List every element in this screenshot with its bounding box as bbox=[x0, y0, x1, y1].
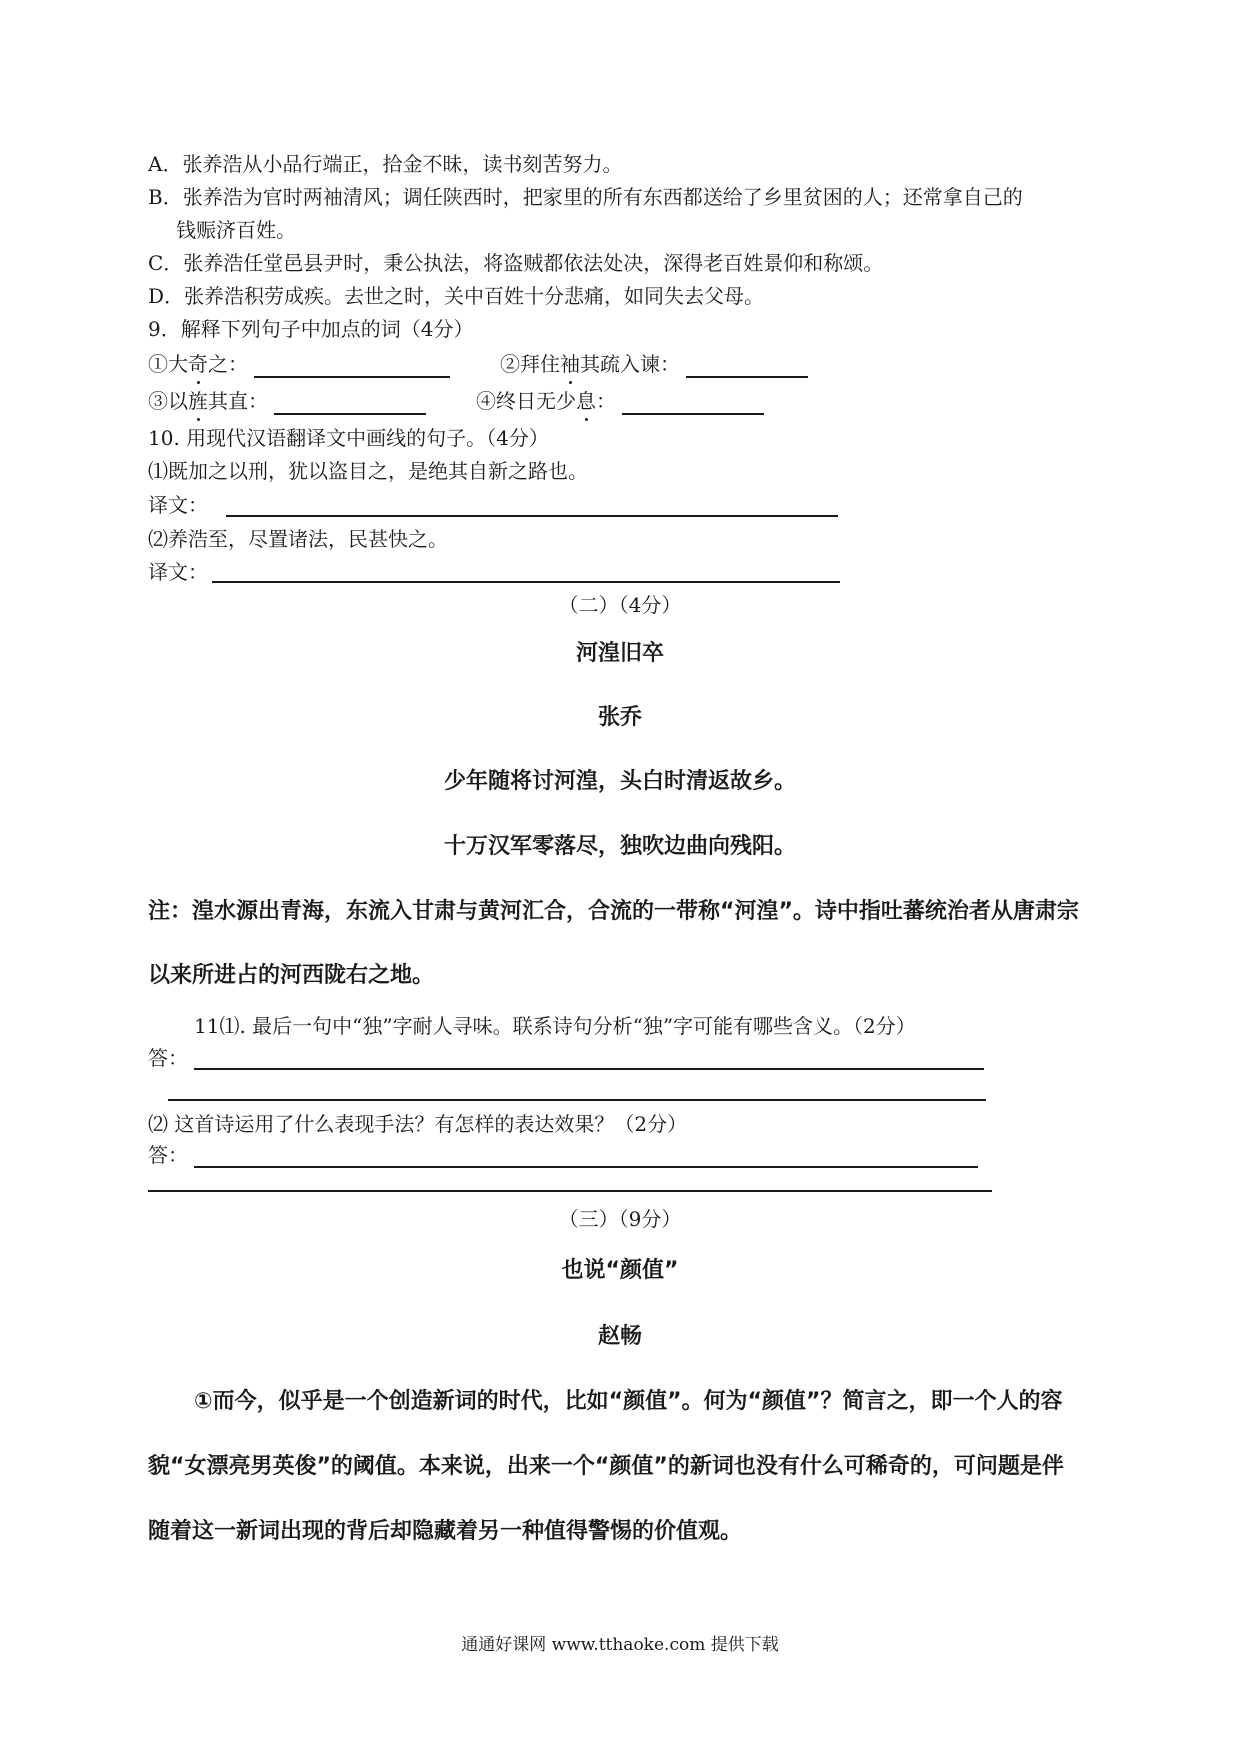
question-9-item-2 bbox=[500, 350, 808, 378]
q9-item-2-dotted-word: 袖 bbox=[560, 352, 580, 376]
question-9-item-3 bbox=[148, 387, 426, 415]
question-10-sentence-2: ⑵养浩至，尽置诸法，民甚快之。 bbox=[148, 527, 448, 551]
poem-line-1: 少年随将讨河湟，头白时清返故乡。 bbox=[443, 769, 796, 794]
question-9-item-1 bbox=[148, 350, 450, 378]
poem-author: 张乔 bbox=[597, 705, 642, 730]
section-2-heading: （二）（4分） bbox=[558, 593, 682, 617]
q9-item-4-post: ： bbox=[596, 389, 616, 413]
q9-item-2-pre: ②拜住 bbox=[500, 352, 560, 376]
poem-note-line-2: 以来所进占的河西陇右之地。 bbox=[148, 963, 435, 988]
option-a: A．张养浩从小品行端正，拾金不昧，读书刻苦努力。 bbox=[148, 152, 623, 176]
q9-item-1-answer-blank[interactable] bbox=[254, 354, 450, 378]
question-10-translation-label-1: 译文： bbox=[148, 493, 208, 517]
q9-item-3-answer-blank[interactable] bbox=[274, 391, 426, 415]
q9-item-1-pre: ①大 bbox=[148, 352, 188, 376]
essay-paragraph-1-line-1: ①而今，似乎是一个创造新词的时代，比如“颜值”。何为“颜值”？简言之，即一个人的容 bbox=[194, 1389, 1063, 1414]
option-d: D．张养浩积劳成疾。去世之时，关中百姓十分悲痛，如同失去父母。 bbox=[148, 284, 765, 308]
question-10-translation-label-2: 译文： bbox=[148, 560, 208, 584]
essay-title: 也说“颜值” bbox=[561, 1258, 679, 1283]
question-11-answer-line-2b[interactable] bbox=[148, 1190, 992, 1192]
question-11-part-1: 11⑴. 最后一句中“独”字耐人寻味。联系诗句分析“独”字可能有哪些含义。（2分） bbox=[194, 1014, 916, 1038]
option-c: C．张养浩任堂邑县尹时，秉公执法，将盗贼都依法处决，深得老百姓景仰和称颂。 bbox=[148, 251, 884, 275]
question-10-sentence-1: ⑴既加之以刑，犹以盗目之，是绝其自新之路也。 bbox=[148, 459, 588, 483]
q9-item-1-post: 之： bbox=[208, 352, 248, 376]
poem-title: 河湟旧卒 bbox=[575, 641, 664, 666]
question-10-answer-line-1[interactable] bbox=[226, 515, 838, 517]
essay-author: 赵畅 bbox=[597, 1324, 642, 1349]
option-b-line-2: 钱赈济百姓。 bbox=[176, 218, 296, 242]
question-9-title: 9．解释下列句子中加点的词（4分） bbox=[148, 317, 474, 341]
section-3-heading: （三）（9分） bbox=[558, 1207, 682, 1231]
q9-item-3-dotted-word: 旌 bbox=[188, 389, 208, 413]
essay-paragraph-1-line-3: 随着这一新词出现的背后却隐藏着另一种值得警惕的价值观。 bbox=[148, 1519, 743, 1544]
question-11-answer-line-1b[interactable] bbox=[168, 1099, 986, 1101]
q9-item-4-answer-blank[interactable] bbox=[622, 391, 764, 415]
question-11-answer-label-2: 答： bbox=[148, 1143, 188, 1167]
q9-item-3-post: 其直： bbox=[208, 389, 268, 413]
question-10-answer-line-2[interactable] bbox=[212, 581, 840, 583]
essay-paragraph-1-line-2: 貌“女漂亮男英俊”的阈值。本来说，出来一个“颜值”的新词也没有什么可稀奇的，可问题是伴 bbox=[148, 1454, 1064, 1479]
poem-note-line-1: 注：湟水源出青海，东流入甘肃与黄河汇合，合流的一带称“河湟”。诗中指吐蕃统治者从唐肃宗 bbox=[148, 899, 1079, 924]
q9-item-3-pre: ③以 bbox=[148, 389, 188, 413]
poem-line-2: 十万汉军零落尽，独吹边曲向残阳。 bbox=[443, 834, 796, 859]
q9-item-2-post: 其疏入谏： bbox=[580, 352, 680, 376]
question-11-answer-label-1: 答： bbox=[148, 1046, 188, 1070]
question-11-answer-line-2a[interactable] bbox=[194, 1166, 978, 1168]
q9-item-1-dotted-word: 奇 bbox=[188, 352, 208, 376]
question-11-answer-line-1a[interactable] bbox=[194, 1068, 984, 1070]
question-9-item-4 bbox=[476, 387, 764, 415]
page-footer: 通通好课网 www.tthaoke.com 提供下载 bbox=[461, 1635, 779, 1655]
option-b-line-1: B．张养浩为官时两袖清风；调任陕西时，把家里的所有东西都送给了乡里贫困的人；还常拿自己的 bbox=[148, 185, 1023, 209]
q9-item-4-pre: ④终日无少 bbox=[476, 389, 576, 413]
question-10-title: 10. 用现代汉语翻译文中画线的句子。（4分） bbox=[148, 426, 549, 450]
question-11-part-2: ⑵ 这首诗运用了什么表现手法？有怎样的表达效果？（2分） bbox=[148, 1112, 688, 1136]
q9-item-2-answer-blank[interactable] bbox=[686, 354, 808, 378]
q9-item-4-dotted-word: 息 bbox=[576, 389, 596, 413]
